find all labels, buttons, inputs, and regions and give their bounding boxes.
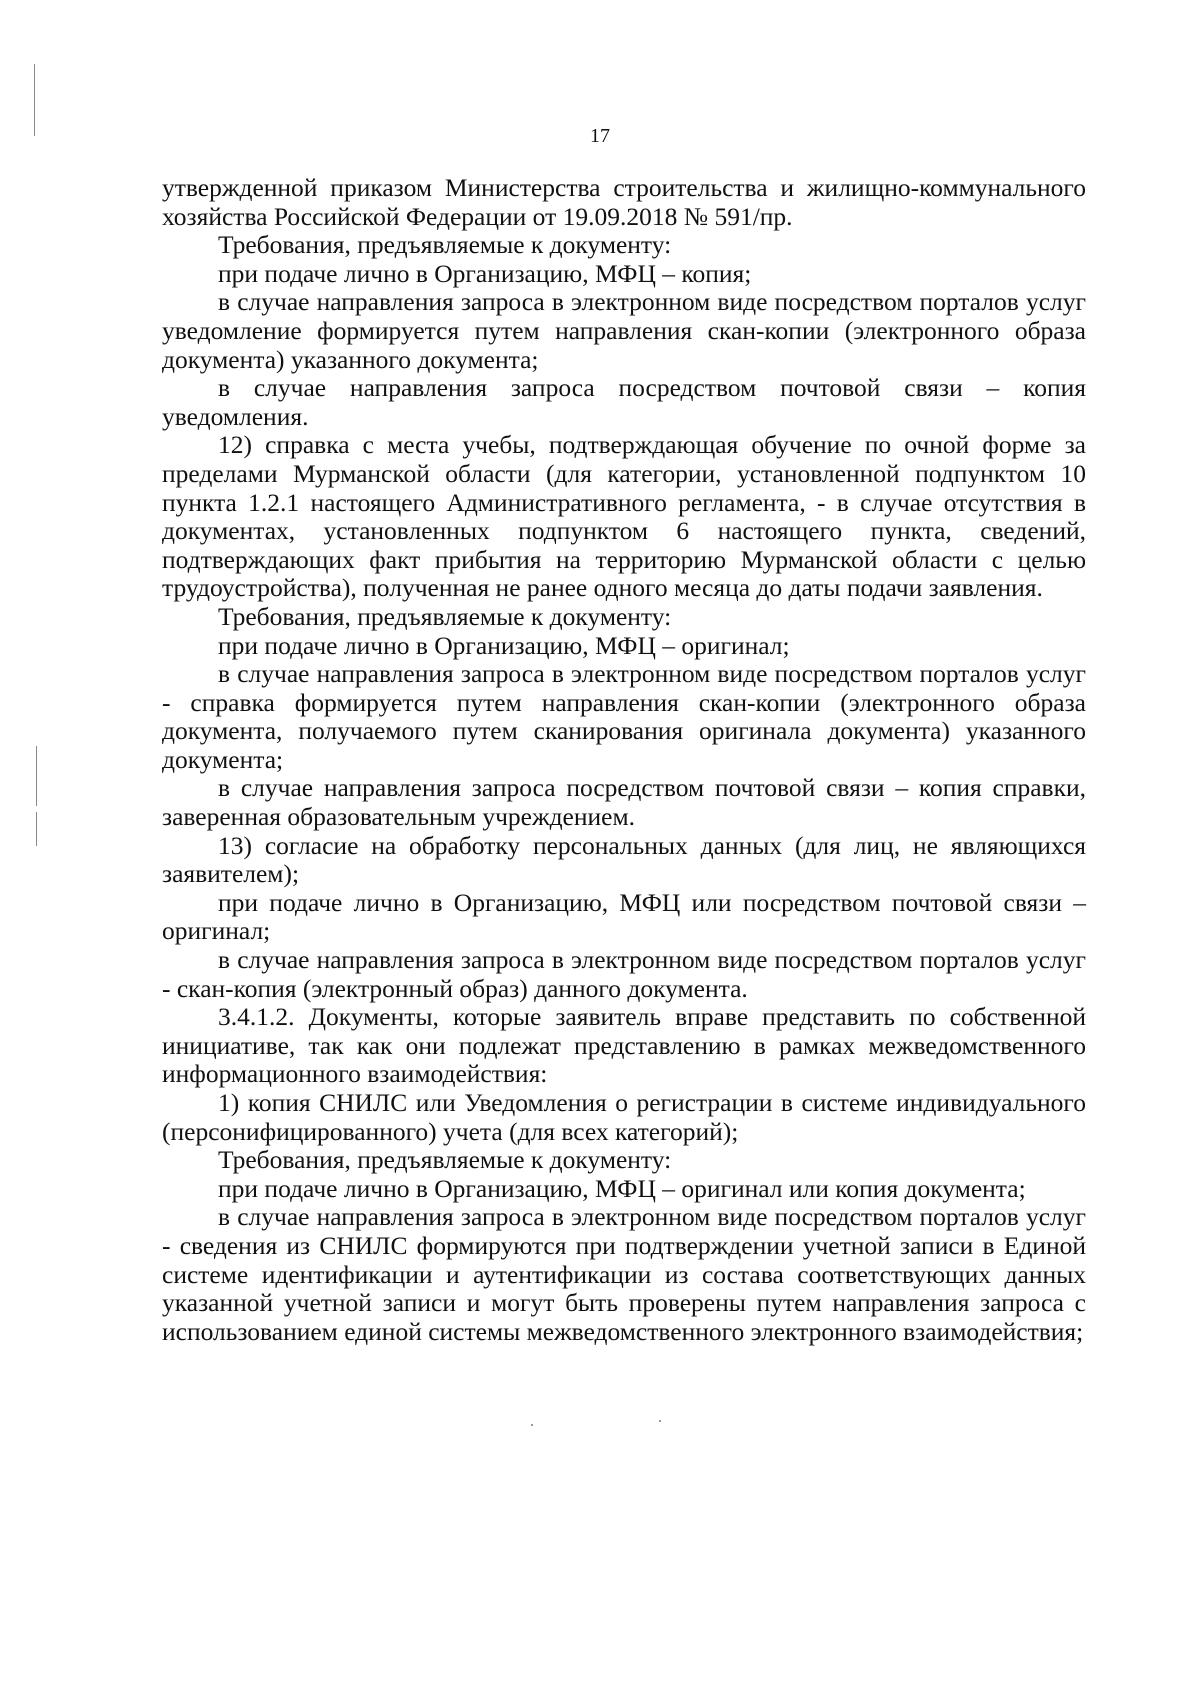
paragraph: при подаче лично в Организацию, МФЦ или посредством почтовой связи – оригинал; <box>162 887 1086 946</box>
paragraph: Требования, предъявляемые к документу: <box>218 601 672 631</box>
scan-speck <box>659 1420 661 1422</box>
paragraph: 12) справка с места учебы, подтверждающая обучение по очной форме за пределами Мурманской области (для категории, установленной подпунктом 10 пункта 1.2.1 настоящего Административного регламента, - в случае отсутствия в документах, установленных подпунктом 6 настоящего пункта, сведений, подтверждающих факт прибытия на территорию Мурманской области с целью трудоустройства), полученная не ранее одного месяца до даты подачи заявления. <box>162 430 1086 603</box>
paragraph: при подаче лично в Организацию, МФЦ – копия; <box>218 258 752 288</box>
paragraph: в случае направления запроса в электронном виде посредством порталов услуг - скан-копия (электронный образ) данного документа. <box>162 945 1086 1003</box>
scan-margin-mark <box>36 812 37 846</box>
document-body <box>162 174 1086 1346</box>
page-number: 17 <box>590 125 610 147</box>
paragraph: в случае направления запроса в электронном виде посредством порталов услуг уведомление формируется путем направления скан-копии (электронного образа документа) указанного документа; <box>162 287 1086 374</box>
paragraph: при подаче лично в Организацию, МФЦ – оригинал; <box>218 630 790 660</box>
paragraph: при подаче лично в Организацию, МФЦ – оригинал или копия документа; <box>218 1173 1026 1203</box>
paragraph: в случае направления запроса в электронном виде посредством порталов услуг - сведения из СНИЛС формируются при подтверждении учетной записи в Единой системе идентификации и аутентификации из состава соответствующих данных указанной учетной записи и могут быть проверены путем направления запроса с использованием единой системы межведомственного электронного взаимодействия; <box>162 1202 1086 1346</box>
paragraph: в случае направления запроса посредством почтовой связи – копия уведомления. <box>162 373 1086 431</box>
paragraph: Требования, предъявляемые к документу: <box>218 1145 672 1175</box>
paragraph: в случае направления запроса в электронном виде посредством порталов услуг - справка формируется путем направления скан-копии (электронного образа документа, получаемого путем сканирования оригинала документа) указанного документа; <box>162 659 1086 774</box>
scan-margin-mark <box>36 746 37 806</box>
paragraph: 1) копия СНИЛС или Уведомления о регистрации в системе индивидуального (персонифицированного) учета (для всех категорий); <box>162 1088 1086 1146</box>
paragraph: Требования, предъявляемые к документу: <box>218 230 672 260</box>
paragraph: в случае направления запроса посредством почтовой связи – копия справки, заверенная образовательным учреждением. <box>162 773 1086 832</box>
paragraph: утвержденной приказом Министерства строительства и жилищно-коммунального хозяйства Российской Федерации от 19.09.2018 № 591/пр. <box>162 173 1086 231</box>
paragraph: 3.4.1.2. Документы, которые заявитель вправе представить по собственной инициативе, так как они подлежат представлению в рамках межведомственного информационного взаимодействия: <box>162 1002 1086 1089</box>
scan-speck <box>531 1424 533 1426</box>
paragraph: 13) согласие на обработку персональных данных (для лиц, не являющихся заявителем); <box>162 830 1086 889</box>
